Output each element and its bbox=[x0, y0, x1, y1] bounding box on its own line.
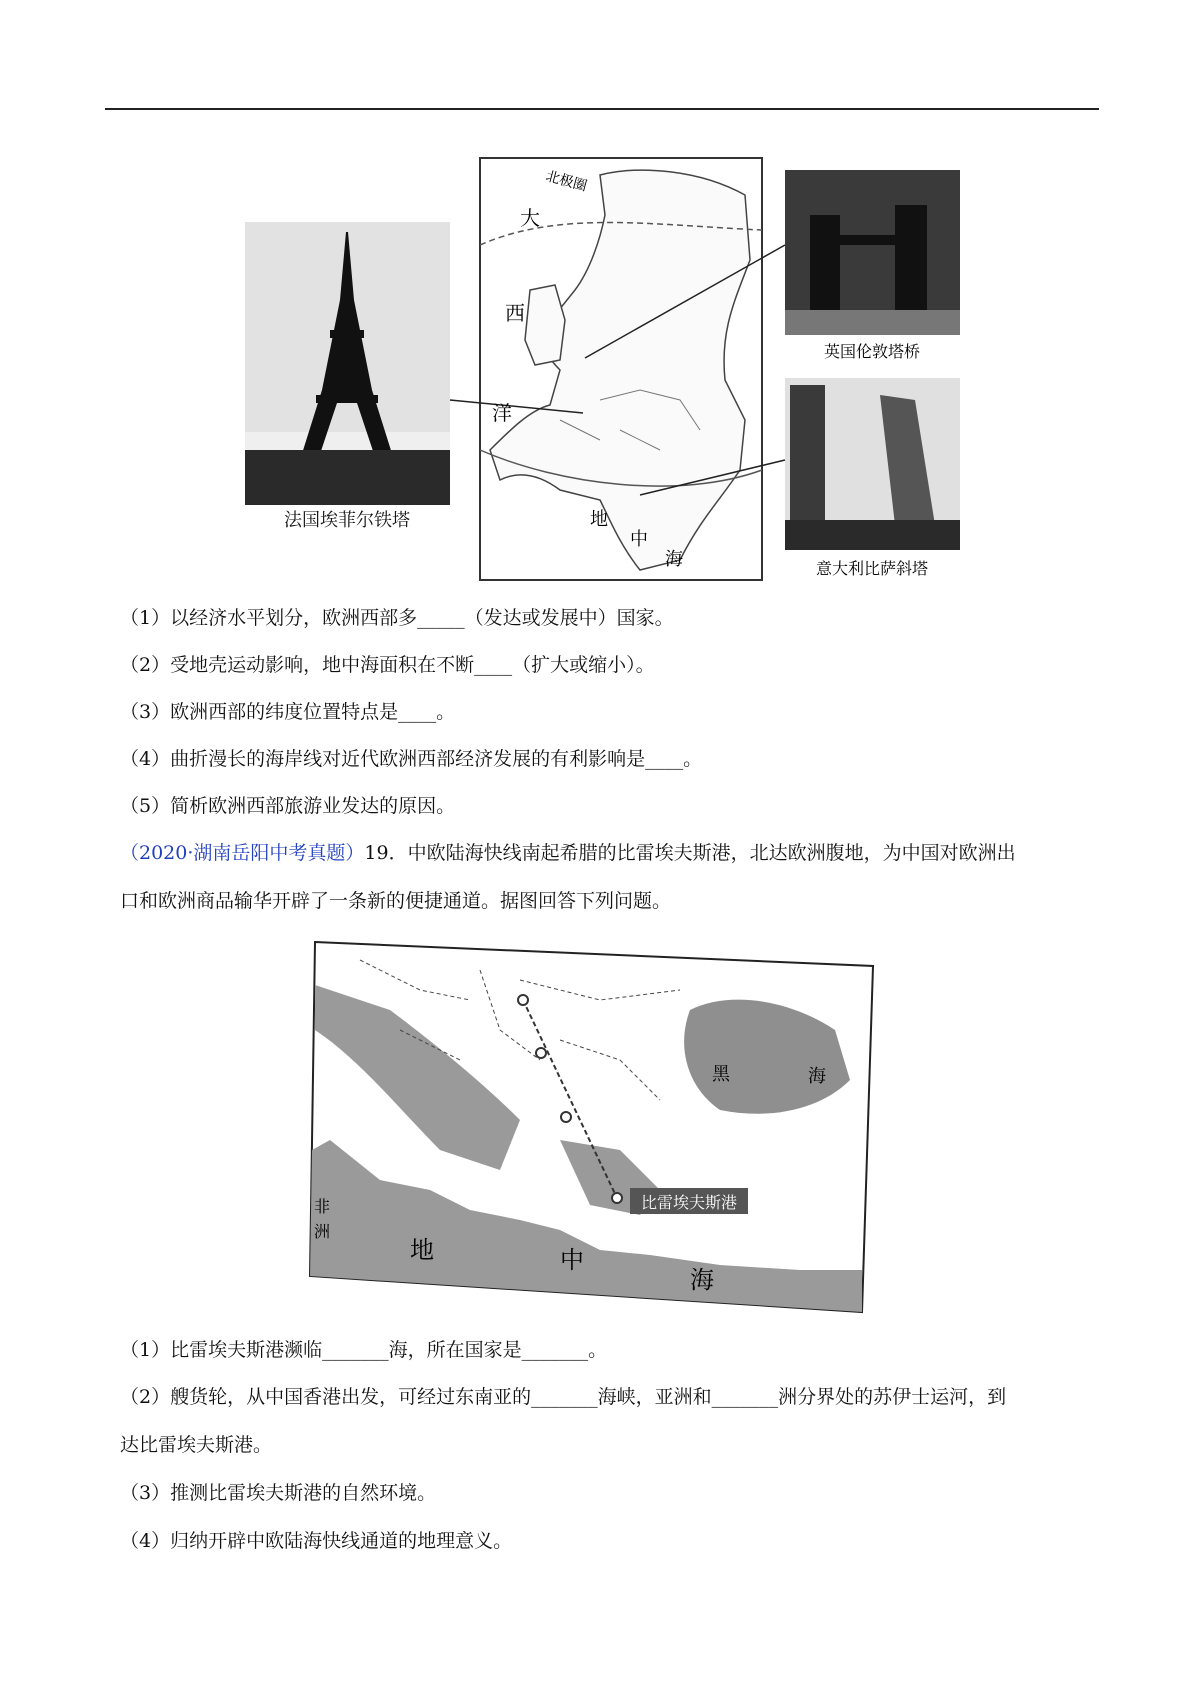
question-19-line1: 19．中欧陆海快线南起希腊的比雷埃夫斯港，北达欧洲腹地，为中国对欧洲出 bbox=[364, 842, 1016, 864]
question-19-line2: 口和欧洲商品输华开辟了一条新的便捷通道。据图回答下列问题。 bbox=[120, 890, 672, 912]
tower-bridge-caption: 英国伦敦塔桥 bbox=[823, 342, 921, 361]
atlantic-label-1: 大 bbox=[520, 206, 540, 230]
eiffel-caption: 法国埃菲尔铁塔 bbox=[284, 510, 410, 531]
mediterranean-label-3: 海 bbox=[690, 1266, 714, 1294]
mediterranean-label-2: 中 bbox=[560, 1246, 584, 1274]
arctic-circle-label: 北极圈 bbox=[543, 168, 589, 195]
med-label-1: 地 bbox=[590, 509, 608, 530]
q1-item-2: （2）受地壳运动影响，地中海面积在不断____（扩大或缩小）。 bbox=[120, 654, 655, 676]
med-label-2: 中 bbox=[630, 529, 648, 550]
atlantic-label-2: 西 bbox=[505, 301, 525, 325]
mediterranean-label-1: 地 bbox=[410, 1236, 434, 1264]
q1-item-3: （3）欧洲西部的纬度位置特点是____。 bbox=[120, 701, 456, 723]
med-label-3: 海 bbox=[665, 549, 683, 570]
q2-item-3: （3）推测比雷埃夫斯港的自然环境。 bbox=[120, 1482, 437, 1504]
black-sea-label-1: 黑 bbox=[712, 1064, 730, 1085]
black-sea-label-2: 海 bbox=[808, 1066, 826, 1087]
q1-item-5: （5）简析欧洲西部旅游业发达的原因。 bbox=[120, 795, 456, 817]
q2-item-2: （2）艘货轮，从中国香港出发，可经过东南亚的_______海峡，亚洲和_______洲分界处的苏伊士运河，到 bbox=[120, 1386, 1007, 1408]
q2-item-4: （4）归纳开辟中欧陆海快线通道的地理意义。 bbox=[120, 1530, 513, 1552]
q1-item-1: （1）以经济水平划分，欧洲西部多_____（发达或发展中）国家。 bbox=[120, 607, 674, 629]
q1-item-4: （4）曲折漫长的海岸线对近代欧洲西部经济发展的有利影响是____。 bbox=[120, 748, 703, 770]
question-source: （2020·湖南岳阳中考真题） bbox=[120, 842, 365, 864]
pisa-caption: 意大利比萨斜塔 bbox=[815, 559, 929, 578]
atlantic-label-3: 洋 bbox=[492, 401, 512, 425]
africa-label-2: 洲 bbox=[314, 1222, 331, 1241]
q2-item-2-cont: 达比雷埃夫斯港。 bbox=[120, 1434, 273, 1456]
q2-item-1: （1）比雷埃夫斯港濒临_______海，所在国家是_______。 bbox=[120, 1339, 608, 1361]
africa-label-1: 非 bbox=[314, 1197, 331, 1216]
port-label: 比雷埃夫斯港 bbox=[640, 1193, 738, 1212]
